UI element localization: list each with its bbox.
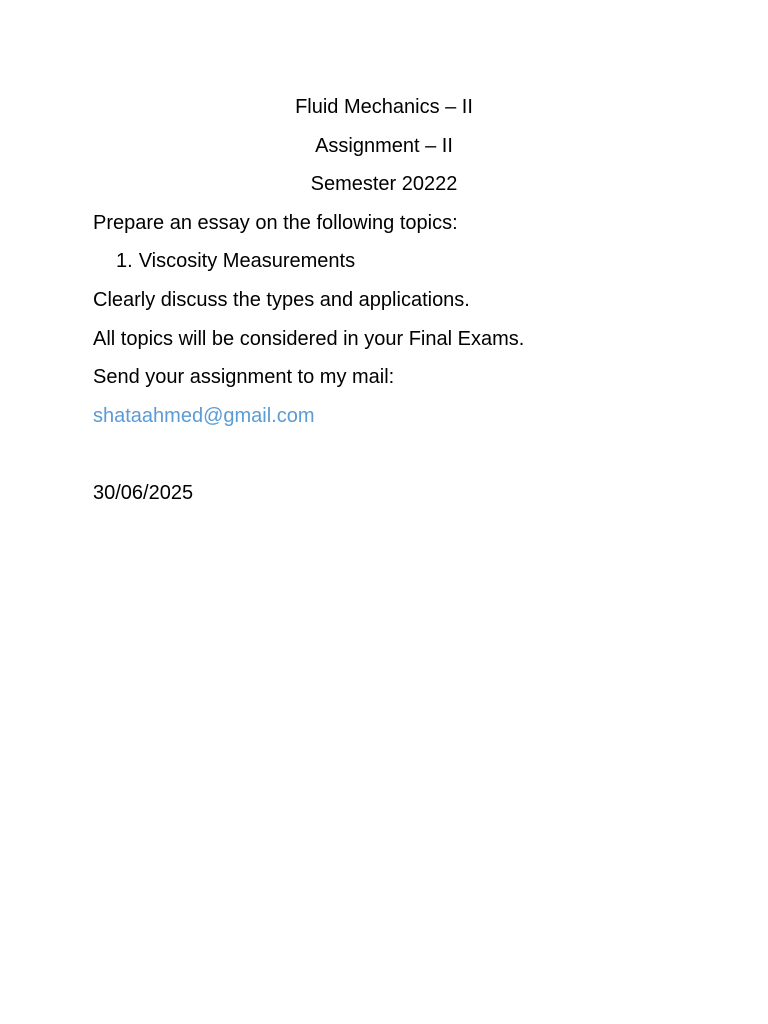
- list-item-label: Viscosity Measurements: [138, 250, 356, 273]
- instruction-send: Send your assignment to my mail:: [93, 366, 395, 389]
- document-date: 30/06/2025: [93, 482, 194, 505]
- instruction-exams: All topics will be considered in your Final Exams.: [93, 327, 525, 350]
- list-item-number: 1.: [116, 250, 133, 273]
- blank-line: [93, 435, 675, 474]
- semester-title: Semester 20222: [310, 173, 458, 196]
- course-title: Fluid Mechanics – II: [295, 96, 473, 118]
- email-link[interactable]: shataahmed@gmail.com: [93, 404, 315, 427]
- document-body: [93, 88, 675, 513]
- list-item: [93, 242, 675, 281]
- instruction-types: Clearly discuss the types and applications.: [93, 288, 470, 311]
- assignment-title: Assignment – II: [315, 134, 453, 157]
- intro-text: Prepare an essay on the following topics:: [93, 211, 458, 234]
